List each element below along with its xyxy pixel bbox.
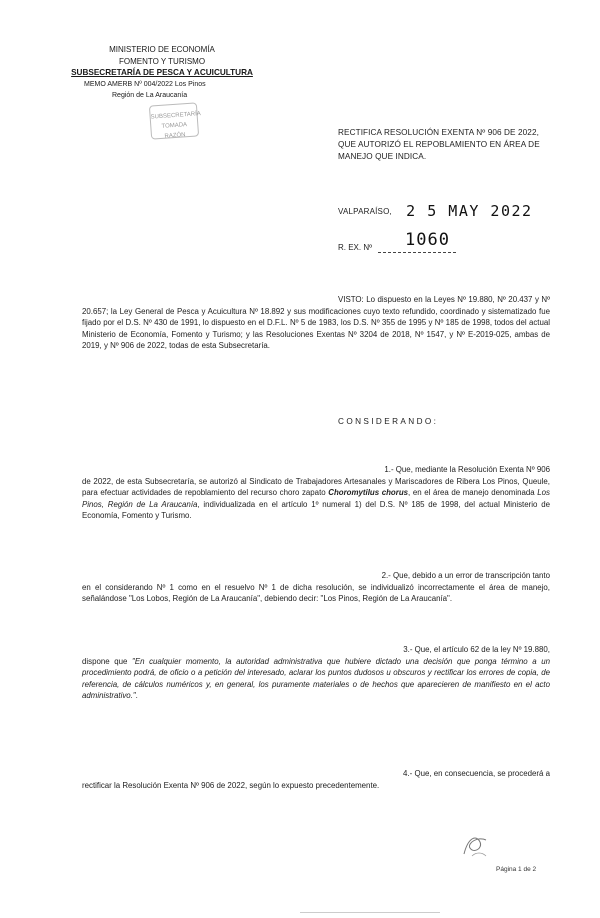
initials-signature-icon [458,828,492,862]
considerando-3 [82,644,550,702]
page-edge-mark [300,912,440,913]
considerando-2 [82,570,550,605]
received-stamp [149,102,202,140]
resolution-title: RECTIFICA RESOLUCIÓN EXENTA Nº 906 DE 2022, QUE AUTORIZÓ EL REPOBLAMIENTO EN ÁREA DE MANEJO QUE INDICA. [338,128,540,161]
region-reference: Región de La Araucanía [112,92,188,99]
considerando-1 [82,464,550,522]
stamp-line-2: TOMADA RAZÓN [161,122,188,140]
area-name: Los Pinos, Región de La Araucanía [82,488,550,509]
considerando-1-body [82,476,550,522]
ministry-subname: FOMENTO Y TURISMO [118,56,206,66]
date-stamp: 2 5 MAY 2022 [406,202,533,220]
considerando-1-text-b: , en el área de manejo denominada [408,488,535,497]
letterhead [62,44,262,102]
visto-paragraph: VISTO: Lo dispuesto en la Leyes Nº 19.880, Nº 20.437 y Nº 20.657; la Ley General de Pesca y Acuicultura Nº 18.892 y sus modificaciones cuyo texto refundido, coordinado y sistematizado fue fijado por el D.S. Nº 430 de 1991, lo dispuesto en el D.F.L. Nº 5 de 1983, los D.S. Nº 355 de 1995 y Nº 185 de 1998, todos del actual Ministerio de Economía, Fomento y Turismo; y las Resoluciones Exentas Nº 3204 de 2018, Nº 1547, y Nº E-2019-025, ambas de 2019, y Nº 906 de 2022, todas de esta Subsecretaría. [82,295,550,350]
species-name: Choromytilus chorus [328,488,409,497]
considerando-3-lead: 3.- Que, el artículo 62 de la ley Nº 19.880, [403,645,550,654]
resolution-number-label: R. EX. Nº [338,243,373,252]
considerando-3-post: . [135,691,138,700]
considerando-4-lead: 4.- Que, en consecuencia, se procederá a [403,769,550,778]
considerando-2-body: en el considerando Nº 1 como en el resuelvo Nº 1 de dicha resolución, se individualizó incorrectamente el área de manejo, señalándose "Los Lobos, Región de La Araucanía", debiendo decir: "Los Pinos, Región de La Araucanía". [82,582,550,603]
subsecretariat-name: SUBSECRETARÍA DE PESCA Y ACUICULTURA [71,68,253,77]
page-number: Página 1 de 2 [496,866,537,873]
article-62-quote: "En cualquier momento, la autoridad administrativa que hubiere dictado una decisión que ponga término a un procedimiento podrá, de oficio o a petición del interesado, aclarar los puntos dudosos u obscuros y rectificar los errores de copia, de referencia, de cálculos numéricos y, en general, los puramente materiales o de hechos que aparecieren de manifiesto en el acto administrativo." [82,656,550,700]
considerando-3-body [82,656,550,702]
stamp-line-1: SUBSECRETARÍA [150,111,202,121]
date-place: VALPARAÍSO, [338,207,392,216]
considerando-1-text-c: , individualizada en el artículo 1º numeral 1) del D.S. Nº 185 de 1998, del actual Ministerio de Economía, Fomento y Turismo. [82,499,550,520]
considerando-heading: CONSIDERANDO: [338,417,439,426]
considerando-4-body: rectificar la Resolución Exenta Nº 906 de 2022, según lo expuesto precedentemente. [82,780,380,790]
considerando-1-text-a: de 2022, de esta Subsecretaría, se autorizó al Sindicato de Trabajadores Artesanales y Mariscadores de Ribera Los Pinos, Queule, para efectuar actividades de repoblamiento del recurso choro zapato [82,476,550,497]
considerando-4 [82,768,550,791]
considerando-2-lead: 2.- Que, debido a un error de transcripción tanto [381,571,550,580]
memo-reference: MEMO AMERB Nº 004/2022 Los Pinos [84,80,206,88]
ministry-name: MINISTERIO DE ECONOMÍA [109,45,215,54]
considerando-1-lead: 1.- Que, mediante la Resolución Exenta Nº 906 [384,465,550,474]
resolution-number: 1060 [405,230,450,250]
considerando-3-pre: dispone que [82,656,133,666]
date-line [338,200,533,218]
